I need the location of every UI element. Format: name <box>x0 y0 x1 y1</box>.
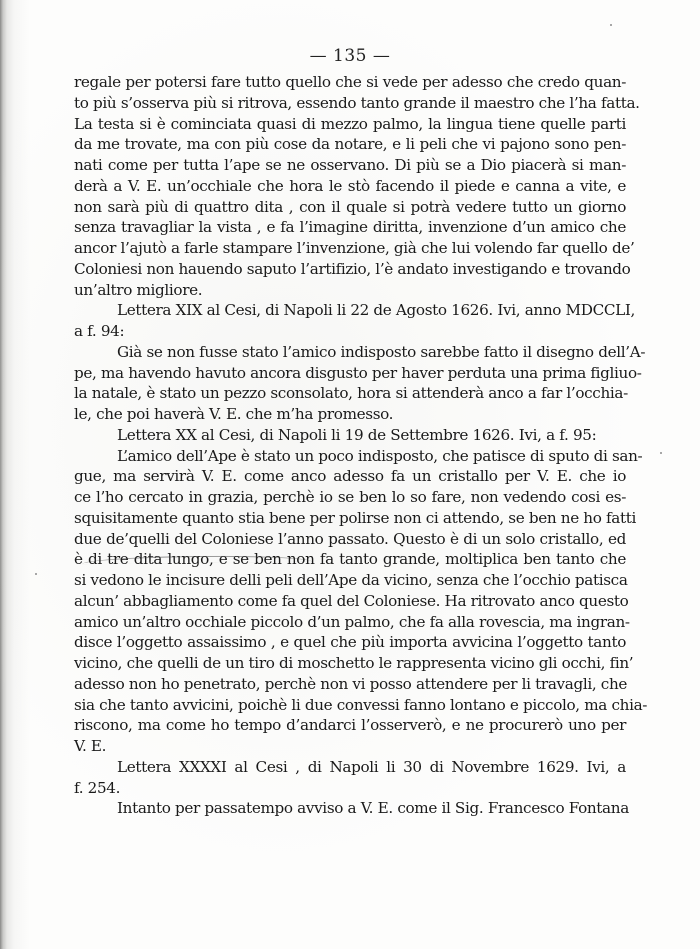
text-line: gue, ma servirà V. E. come anco adesso fa un cristallo per V. E. che io <box>74 467 626 486</box>
text-line: La testa si è cominciata quasi di mezzo palmo, la lingua tiene quelle parti <box>74 114 626 133</box>
text-line: ancor l’ajutò a farle stampare l’invenzione, già che lui volendo far quello de’ <box>74 239 635 257</box>
text-line: Intanto per passatempo avviso a V. E. come il Sig. Francesco Fontana <box>117 799 629 818</box>
text-line: disce l’oggetto assaissimo , e quel che più importa avvicina l’oggetto tanto <box>74 633 626 652</box>
text-line: le, che poi haverà V. E. che m’ha promesso. <box>74 405 394 423</box>
paper-speck <box>610 24 612 26</box>
page-number: — 135 — <box>309 46 391 66</box>
text-line: regale per potersi fare tutto quello che si vede per adesso che credo quan- <box>74 73 626 91</box>
text-line: la natale, è stato un pezzo sconsolato, hora si attenderà anco a far l’occhia- <box>74 384 628 403</box>
text-line: riscono, ma come ho tempo d’andarci l’osserverò, e ne procurerò uno per <box>74 716 626 735</box>
text-line: adesso non ho penetrato, perchè non vi posso attendere per li travagli, che <box>74 674 628 693</box>
text-line: L’amico dell’Ape è stato un poco indisposto, che patisce di sputo di san- <box>117 446 643 465</box>
text-line: un’altro migliore. <box>74 280 203 299</box>
text-line: squisitamente quanto stia bene per polirse non ci attendo, se ben ne ho fatti <box>74 508 637 527</box>
text-line: da me trovate, ma con più cose da notare, e li peli che vi pajono sono pen- <box>74 135 626 154</box>
letter-citation: Lettera XX al Cesi, di Napoli li 19 de Settembre 1626. Ivi, a f. 95: <box>117 425 597 444</box>
letter-citation: Lettera XIX al Cesi, di Napoli li 22 de Agosto 1626. Ivi, anno MDCCLI, <box>117 301 635 320</box>
text-line: Già se non fusse stato l’amico indisposto sarebbe fatto il disegno dell’A- <box>117 342 646 361</box>
text-line: non sarà più di quattro dita , con il quale si potrà vedere tutto un giorno <box>74 197 626 216</box>
text-line: ce l’ho cercato in grazia, perchè io se ben lo so fare, non vedendo cosi es- <box>74 488 626 506</box>
text-line: due de’quelli del Coloniese l’anno passato. Questo è di un solo cristallo, ed <box>74 529 626 548</box>
letter-citation-end: a f. 94: <box>74 322 125 340</box>
letter-citation: Lettera XXXXI al Cesi , di Napoli li 30 di Novembre 1629. Ivi, a <box>117 757 626 776</box>
letter-citation-end: f. 254. <box>74 778 121 797</box>
paper-speck <box>660 452 662 454</box>
text-line: si vedono le incisure delli peli dell’Ape da vicino, senza che l’occhio patisca <box>74 571 628 589</box>
paper-speck <box>35 573 37 575</box>
text-line: amico un’altro occhiale piccolo d’un palmo, che fa alla rovescia, ma ingran- <box>74 612 630 631</box>
text-line: V. E. <box>74 737 107 755</box>
text-line: nati come per tutta l’ape se ne osservano. Di più se a Dio piacerà si man- <box>74 156 626 174</box>
text-line: pe, ma havendo havuto ancora disgusto per haver perduta una prima figliuo- <box>74 363 642 382</box>
text-line: derà a V. E. un’occhiale che hora le stò facendo il piede e canna a vite, e <box>74 176 626 195</box>
text-line: sia che tanto avvicini, poichè li due convessi fanno lontano e piccolo, ma chia- <box>74 695 648 714</box>
body-text <box>74 72 648 819</box>
text-line: vicino, che quelli de un tiro di moschetto le rappresenta vicino gli occhi, fin’ <box>74 654 634 672</box>
text-line: to più s’osserva più si ritrova, essendo tanto grande il maestro che l’ha fatta. <box>74 93 640 112</box>
text-line: è di tre dita lungo, e se ben non fa tanto grande, moltiplica ben tanto che <box>74 550 626 569</box>
text-line: Coloniesi non hauendo saputo l’artifizio, l’è andato investigando e trovando <box>74 259 631 278</box>
text-line: alcun’ abbagliamento come fa quel del Coloniese. Ha ritrovato anco questo <box>74 591 629 610</box>
text-line: senza travagliar la vista , e fa l’imagine diritta, invenzione d’un amico che <box>74 218 626 237</box>
